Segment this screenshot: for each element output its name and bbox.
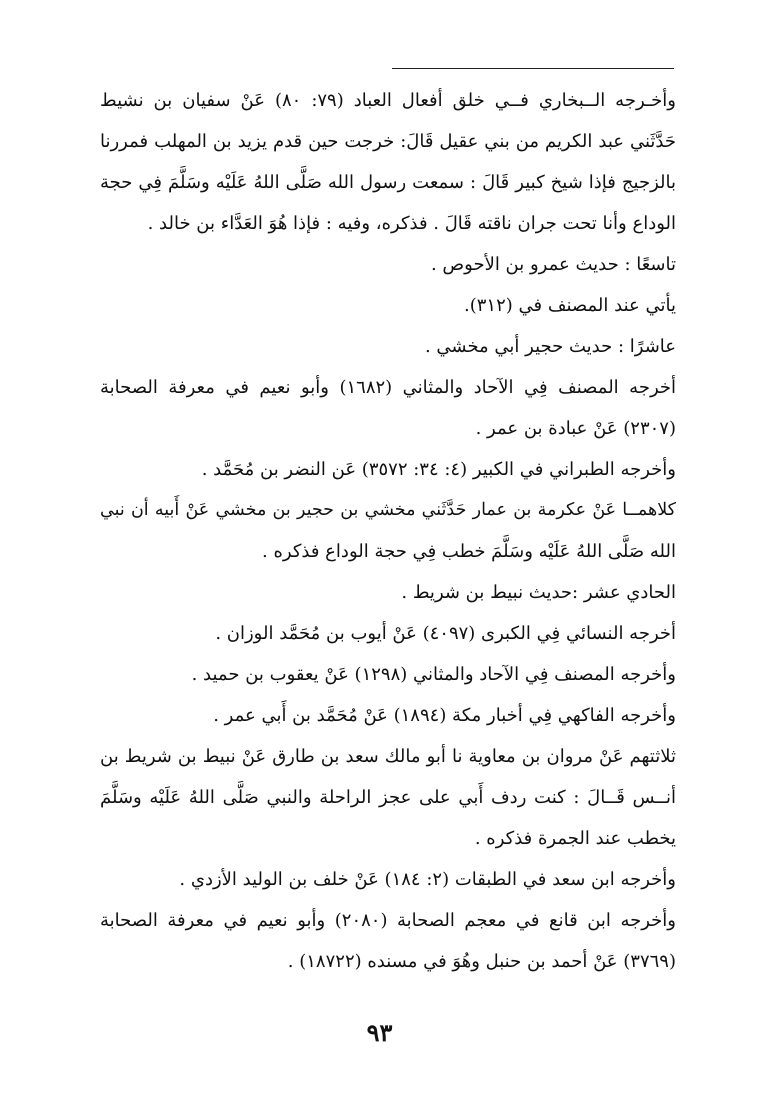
text-line: تاسعًا : حديث عمرو بن الأحوص . [430,254,676,275]
text-line: أخرجه النسائي فِي الكبرى (٤٠٩٧) عَنْ أيوب بن مُحَمَّد الوزان . [215,623,676,644]
text-line: (٣٧٦٩) عَنْ أحمد بن حنبل وهُوَ في مسنده (١٨٧٢٢) . [287,951,676,972]
text-line: ثلاثتهم عَنْ مروان بن معاوية نا أبو مالك سعد بن طارق عَنْ نبيط بن شريط بن [100,746,676,767]
text-line: يأتي عند المصنف في (٣١٢). [464,295,676,316]
text-line: حَدَّثَني عبد الكريم من بني عقيل قَالَ: خرجت حين قدم يزيد بن المهلب فمررنا [100,131,676,152]
text-line: وأخرجه ابن قانع في معجم الصحابة (٢٠٨٠) وأبو نعيم في معرفة الصحابة [100,910,676,931]
text-line: الحادي عشر :حديث نبيط بن شريط . [401,582,676,603]
text-line: كلاهمــا عَنْ عكرمة بن عمار حَدَّثَني مخشي بن حجير بن مخشي عَنْ أَبيه أن نبي [100,500,676,520]
text-line: يخطب عند الجمرة فذكره . [474,828,676,849]
text-line: (٢٣٠٧) عَنْ عبادة بن عمر . [475,418,676,439]
body-text [100,80,676,982]
text-line: وأخرجه الطبراني في الكبير (٤: ٣٤: ٣٥٧٢) عَن النضر بن مُحَمَّد . [201,459,676,480]
text-line: عاشرًا : حديث حجير أبي مخشي . [424,336,676,357]
text-line: الله صَلَّى اللهُ عَلَيْه وسَلَّمَ خطب فِي حجة الوداع فذكره . [262,541,676,562]
text-line: وأخرجه ابن سعد في الطبقات (٢: ١٨٤) عَنْ خلف بن الوليد الأزدي . [179,869,676,890]
page-number: ٩٣ [366,1018,393,1047]
text-line: أنــس قَــالَ : كنت ردف أَبي على عجز الراحلة والنبي صَلَّى اللهُ عَلَيْه وسَلَّمَ [100,787,676,808]
header-rule [392,68,674,69]
text-line: أخرجه المصنف فِي الآحاد والمثاني (١٦٨٢) وأبو نعيم في معرفة الصحابة [100,377,676,398]
text-line: وأخرجه الفاكهي فِي أخبار مكة (١٨٩٤) عَنْ مُحَمَّد بن أَبي عمر . [213,705,676,726]
text-line: بالزجيج فإذا شيخ كبير قَالَ : سمعت رسول الله صَلَّى اللهُ عَلَيْه وسَلَّمَ فِي حجة [100,172,676,193]
text-line: الوداع وأنا تحت جران ناقته قَالَ . فذكره، وفيه : فإذا هُوَ العَدَّاء بن خالد . [147,213,676,234]
text-line: وأخرجه المصنف فِي الآحاد والمثاني (١٢٩٨) عَنْ يعقوب بن حميد . [191,664,676,685]
text-line: وأخـرجه الــبخاري فــي خلق أفعال العباد (٧٩: ٨٠) عَنْ سفيان بن نشيط [100,90,676,111]
